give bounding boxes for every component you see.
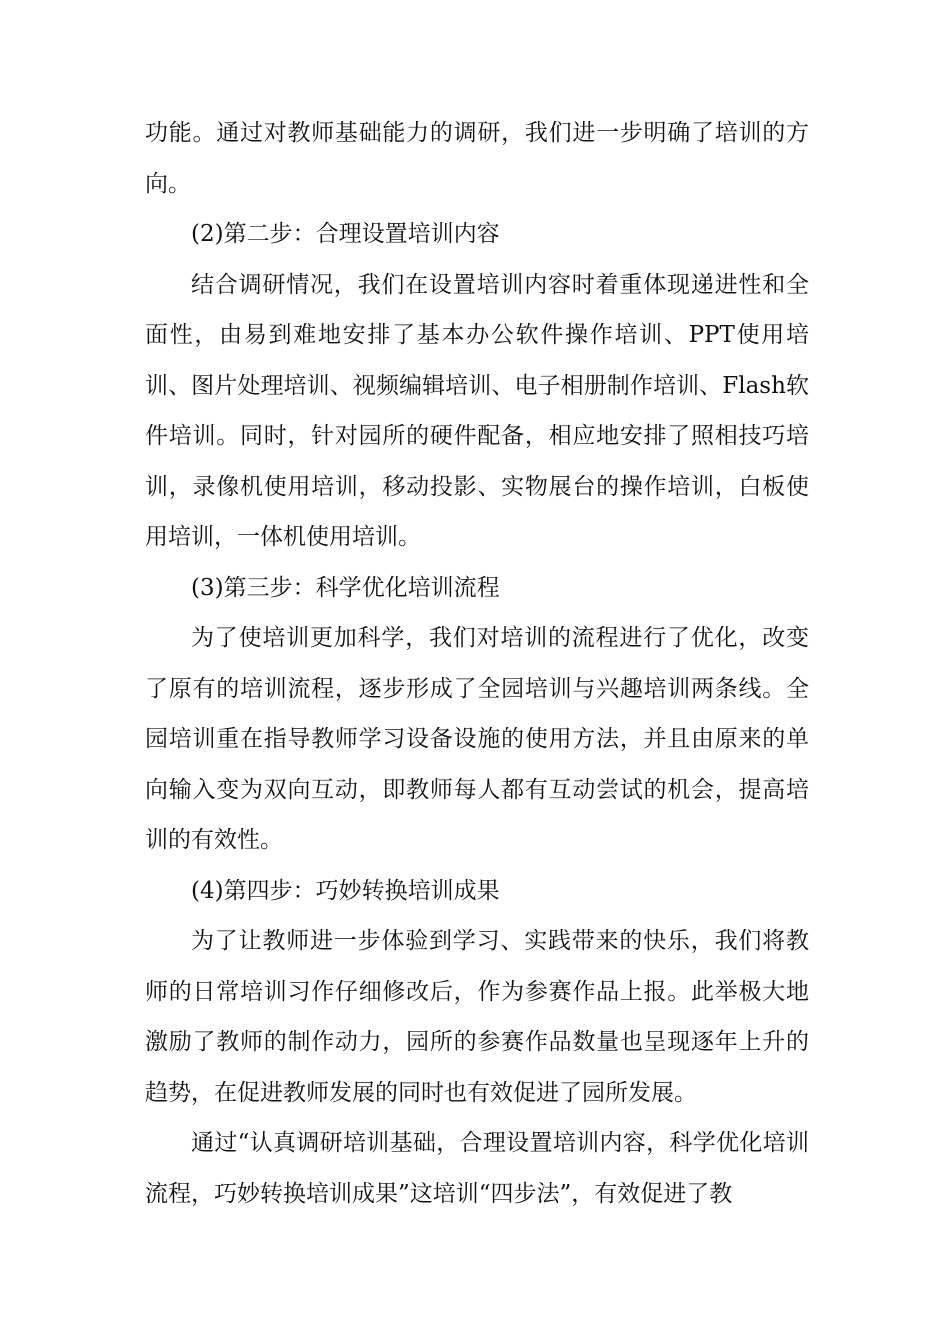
step-3-heading: (3)第三步：科学优化培训流程 (191, 574, 500, 601)
paragraph-1: 功能。通过对教师基础能力的调研，我们进一步明确了培训的方向。 (145, 120, 809, 197)
step-2-heading: (2)第二步：合理设置培训内容 (191, 221, 500, 247)
document-body (145, 108, 809, 1219)
paragraph-7: 为了让教师进一步体验到学习、实践带来的快乐，我们将教师的日常培训习作仔细修改后，作为参赛作品上报。此举极大地激励了教师的制作动力，园所的参赛作品数量也呈现逐年上升的趋势，在促进教师发展的同时也有效促进了园所发展。 (145, 928, 809, 1106)
paragraph-3: 结合调研情况，我们在设置培训内容时着重体现递进性和全面性，由易到难地安排了基本办公软件操作培训、PPT使用培训、图片处理培训、视频编辑培训、电子相册制作培训、Flash软件培训。同时，针对园所的硬件配备，相应地安排了照相技巧培训，录像机使用培训，移动投影、实物展台的操作培训，白板使用培训，一体机使用培训。 (145, 271, 809, 550)
step-4-heading: (4)第四步：巧妙转换培训成果 (191, 877, 500, 904)
paragraph-8: 通过“认真调研培训基础，合理设置培训内容，科学优化培训流程，巧妙转换培训成果”这培训“四步法”，有效促进了教 (145, 1130, 809, 1207)
paragraph-5: 为了使培训更加科学，我们对培训的流程进行了优化，改变了原有的培训流程，逐步形成了全园培训与兴趣培训两条线。全园培训重在指导教师学习设备设施的使用方法，并且由原来的单向输入变为双向互动，即教师每人都有互动尝试的机会，提高培训的有效性。 (145, 625, 809, 853)
